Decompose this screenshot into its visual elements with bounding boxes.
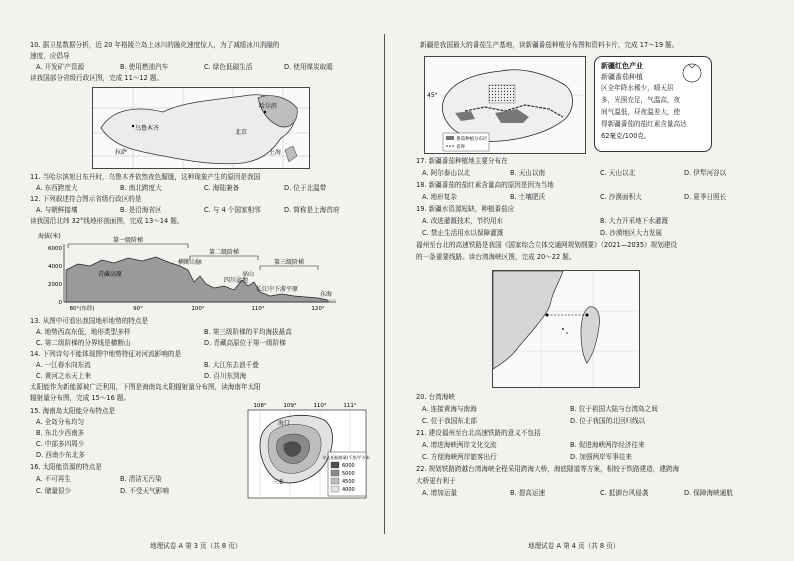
profile-ylabel: 海拔(米) <box>38 233 61 240</box>
profile-xtick: 110° <box>251 306 265 312</box>
q16-option-d: D. 不受天气影响 <box>120 487 169 495</box>
card-line: 区全年降水稀少，晴天居 <box>601 84 674 92</box>
q11-option-c: C. 海陆兼备 <box>204 184 240 192</box>
intro-13-14: 读我国沿北纬 32°线地形剖面图，完成 13～14 题。 <box>30 217 184 225</box>
q22-stem-line1: 22. 规划铁路跨越台湾海峡全程采用跨海大桥，海底隧道等方案，相较于铁路建造，建跨海 <box>416 465 680 473</box>
card-line: 得新疆番茄的茄红素含量高达 <box>601 120 687 128</box>
q21-option-b: B. 促进海峡两岸经济往来 <box>570 441 645 449</box>
q17-stem: 17. 新疆番茄种植地主要分布在 <box>416 157 508 165</box>
q17-option-d: D. 伊犁河谷以 <box>684 169 727 177</box>
q21-option-c: C. 方便海峡两岸旅客出行 <box>422 453 497 461</box>
q10-option-c: C. 绿色低碳生活 <box>204 63 253 71</box>
profile-xtick: 120° <box>311 306 325 312</box>
hainan-lon: 109° <box>283 403 297 409</box>
profile-ytick: 4000 <box>48 264 62 270</box>
hainan-legend-value: 4000 <box>342 487 355 493</box>
card-title-2: 新疆番茄种植 <box>601 73 643 81</box>
terrain-profile <box>38 230 338 312</box>
hainan-lon: 108° <box>253 403 267 409</box>
q18-option-c: C. 沙漠面积大 <box>600 193 642 201</box>
q22-stem-line2: 大桥更有利于 <box>416 477 456 485</box>
hainan-legend-value: 4500 <box>342 479 355 485</box>
hainan-lon: 110° <box>313 403 327 409</box>
q13-option-c: C. 第二级阶梯的分界线是横断山 <box>36 339 131 347</box>
china-province-map <box>92 87 310 169</box>
q14-stem: 14. 下列诗句不能体现图中地势特征对河流影响的是 <box>30 350 182 358</box>
q20-option-a: A. 连接黄海与南海 <box>422 405 477 413</box>
q13-option-d: D. 青藏高原位于第一级阶梯 <box>204 339 286 347</box>
page-4 <box>388 0 794 561</box>
q19-option-c: C. 禁止生活用水以保障灌溉 <box>422 229 504 237</box>
profile-label-wushan: 巫山 <box>242 271 255 278</box>
q12-option-d: D. 简称是上海首府 <box>284 206 340 214</box>
map1-label-shanghai: 上海 <box>269 149 282 156</box>
hainan-place-haikou: 海口 <box>278 420 291 427</box>
profile-label-sichuan: 四川盆地 <box>224 277 249 284</box>
q22-option-a: A. 增加运量 <box>422 489 457 497</box>
map1-label-beijing: 北京 <box>235 129 248 136</box>
q18-stem: 18. 新疆番茄的茄红素含量高的原因是因为当地 <box>416 181 554 189</box>
q11-stem: 11. 当哈尔滨旭日东升时，乌鲁木齐依然夜色朦胧，这种现象产生的原因是我国 <box>30 173 261 181</box>
q13-stem: 13. 从图中可看出我国地形地势的特点是 <box>30 317 149 325</box>
q22-option-b: B. 提高运速 <box>510 489 546 497</box>
q11-option-a: A. 东西跨度大 <box>36 184 78 192</box>
intro-20-22-line2: 的一条重要线路。读台湾海峡区图，完成 20～22 题。 <box>416 253 576 261</box>
card-line: 多，光照充足，气温高，夜 <box>601 96 681 104</box>
q19-option-d: D. 沙漠地区大力发展 <box>600 229 663 237</box>
q14-option-a: A. 一江春水向东流 <box>36 361 91 369</box>
q15-option-a: A. 全岛分布均匀 <box>36 418 85 426</box>
profile-label-qingzang: 青藏高原 <box>98 271 123 278</box>
q12-option-a: A. 与朝鲜接壤 <box>36 206 78 214</box>
taiwan-map-graphic <box>493 271 639 387</box>
intro-17-19: 新疆是我国最大的番茄生产基地，读新疆番茄种植分布图和资料卡片，完成 17～19 题。 <box>420 41 679 49</box>
hainan-legend-value: 6000 <box>342 463 355 469</box>
profile-xtick: 100° <box>191 306 205 312</box>
q15-option-b: B. 东北少西南多 <box>36 429 85 437</box>
q19-option-a: A. 改进灌溉技术，节约用水 <box>422 217 504 225</box>
q19-option-b: B. 大力开采地下水灌溉 <box>600 217 669 225</box>
q20-option-d: D. 位于我国的北回归线以 <box>570 417 646 425</box>
page-4-footer: 地理试卷 A 第 4 页（共 8 页） <box>528 542 620 551</box>
q16-option-b: B. 清洁无污染 <box>120 475 162 483</box>
intro-15-16-line1: 太阳能作为新能源被广泛利用，下图是海南岛太阳辐射量分布图，读海南年太阳 <box>30 383 261 391</box>
q15-stem: 15. 海南岛太阳能分布特点是 <box>30 407 116 415</box>
profile-label-hengduan: 横断山脉 <box>178 259 203 266</box>
q16-stem: 16. 太阳能资源的特点是 <box>30 463 102 471</box>
profile-xtick: 90° <box>133 306 143 312</box>
q21-option-d: D. 加强两岸军事往来 <box>570 453 633 461</box>
q17-option-b: B. 天山以南 <box>510 169 546 177</box>
q13-option-a: A. 地势西高东低，地形类型多样 <box>36 328 131 336</box>
intro-15-16-line2: 辐射量分布图，完成 15～16 题。 <box>30 394 131 402</box>
q14-option-d: D. 百川东到海 <box>204 372 247 380</box>
intro-20-22-line1: 福州至台北的高速铁路是我国《国家综合立体交通网规划纲要》（2021—2035）规划建设 <box>416 241 678 249</box>
taiwan-strait-map <box>492 270 640 388</box>
china-map-graphic <box>93 88 309 168</box>
q21-option-a: A. 增进海峡两岸文化交流 <box>422 441 497 449</box>
q15-option-d: D. 西南少东北多 <box>36 451 85 459</box>
terrain-profile-graphic <box>38 230 338 312</box>
q11-option-d: D. 位于北温带 <box>284 184 327 192</box>
q15-option-c: C. 中部多四周少 <box>36 440 85 448</box>
q10-stem-line1: 10. 据卫星数据分析，近 20 年格陵兰岛上冰川的融化速度惊人，为了减缓冰川消融的 <box>30 41 280 49</box>
card-title-1: 新疆红色产业 <box>601 62 643 70</box>
profile-xtick: 80°(东经) <box>69 306 95 312</box>
q12-option-c: C. 与 4 个国家相邻 <box>204 206 261 214</box>
q20-option-c: C. 位于我国东北部 <box>422 417 477 425</box>
q12-stem: 12. 下列叙述符合图示省级行政区的是 <box>30 195 142 203</box>
map1-label-urumqi: 乌鲁木齐 <box>135 125 160 132</box>
q10-stem-line2: 速度，应倡导 <box>30 52 70 60</box>
profile-ytick: 6000 <box>48 246 62 252</box>
hainan-place-sanya: 三亚 <box>272 479 285 486</box>
hainan-solar-map <box>238 400 370 500</box>
q19-stem: 19. 新疆水资源短缺，种植番茄应 <box>416 205 515 213</box>
q10-option-b: B. 使用燃油汽车 <box>120 63 169 71</box>
xinjiang-map-graphic <box>425 57 585 153</box>
q14-option-c: C. 黄河之水天上来 <box>36 372 91 380</box>
q18-option-d: D. 夏季日照长 <box>684 193 727 201</box>
q20-stem: 20. 台湾海峡 <box>416 393 455 401</box>
hainan-lon: 111° <box>343 403 357 409</box>
profile-step-2: 第二级阶梯 <box>208 249 240 256</box>
q22-option-c: C. 抵御台风侵袭 <box>600 489 649 497</box>
xinjiang-legend-tomato: 番茄种植分布区 <box>456 137 488 142</box>
profile-ytick: 0 <box>58 300 62 306</box>
xinjiang-legend-border: 省界 <box>456 145 465 150</box>
q14-option-b: B. 大江东去浪千叠 <box>204 361 259 369</box>
q10-option-d: D. 使用煤炭取暖 <box>284 63 333 71</box>
page-divider <box>384 34 385 534</box>
q17-option-c: C. 天山以北 <box>600 169 636 177</box>
hainan-legend-value: 5000 <box>342 471 355 477</box>
q11-option-b: B. 南北跨度大 <box>120 184 162 192</box>
q12-option-b: B. 是沿海省区 <box>120 206 162 214</box>
q16-option-c: C. 储量很少 <box>36 487 72 495</box>
map1-label-harbin: 哈尔滨 <box>259 103 278 110</box>
q18-option-b: B. 土壤肥沃 <box>510 193 546 201</box>
profile-step-1: 第一级阶梯 <box>112 237 144 244</box>
card-line: 62毫克/100克。 <box>601 132 651 140</box>
page-3 <box>0 0 380 561</box>
hainan-map-graphic <box>238 400 370 500</box>
profile-step-3: 第三级阶梯 <box>273 259 305 266</box>
q16-option-a: A. 不可再生 <box>36 475 71 483</box>
q18-option-a: A. 地形复杂 <box>422 193 457 201</box>
map1-label-lhasa: 拉萨 <box>115 149 128 156</box>
tomato-icon <box>677 61 707 83</box>
xinjiang-lat-label: 45° <box>427 92 438 99</box>
q21-stem: 21. 建设福州至台北高速铁路的意义不包括 <box>416 429 541 437</box>
q10-option-a: A. 开发矿产资源 <box>36 63 85 71</box>
q20-option-b: B. 位于祖国大陆与台湾岛之间 <box>570 405 658 413</box>
page-3-footer: 地理试卷 A 第 3 页（共 8 页） <box>150 542 242 551</box>
card-line: 间气温低，昼夜温差大，使 <box>601 108 681 116</box>
q13-option-b: B. 第三级阶梯的平均海拔最高 <box>204 328 292 336</box>
intro-11-12: 读我国部分省级行政区图，完成 11～12 题。 <box>30 74 164 82</box>
q17-option-a: A. 阿尔泰山以北 <box>422 169 471 177</box>
hainan-legend-title: 年太阳辐射量(千焦/平方米) <box>322 455 370 460</box>
profile-ytick: 2000 <box>48 282 62 288</box>
xinjiang-tomato-map <box>424 56 586 154</box>
q22-option-d: D. 保障海峡通航 <box>684 489 733 497</box>
profile-label-donghai: 东海 <box>320 291 333 298</box>
profile-label-changjiang: 长江中下游平原 <box>256 286 299 293</box>
xinjiang-info-card <box>594 56 712 152</box>
